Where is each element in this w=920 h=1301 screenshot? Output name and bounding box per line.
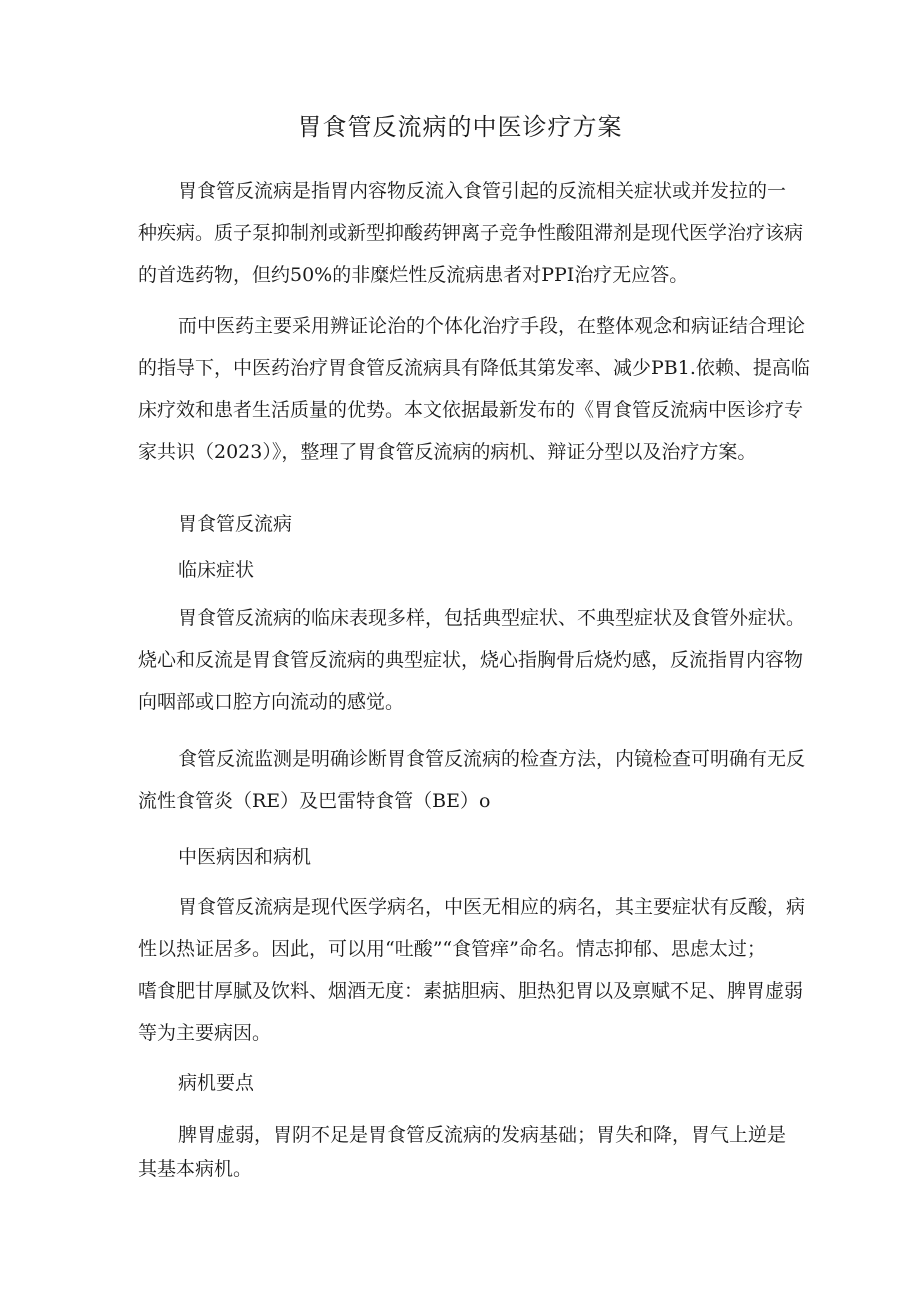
section-heading-etiology <box>138 836 838 878</box>
paragraph-line: 胃食管反流病是现代医学病名，中医无相应的病名，其主要症状有反酸，病 <box>178 896 806 918</box>
paragraph-etiology <box>138 886 838 1054</box>
paragraph-line: 种疾病。质子泵抑制剂或新型抑酸药钾离子竞争性酸阻滞剂是现代医学治疗该病 <box>138 222 804 244</box>
paragraph-line: 烧心和反流是胃食管反流病的典型症状，烧心指胸骨后烧灼感，反流指胃内容物 <box>138 649 804 671</box>
paragraph-line: 性以热证居多。因此，可以用“吐酸”“食管痒”命名。情志抑郁、思虑太过； <box>138 938 766 960</box>
section-heading-symptoms <box>138 549 838 591</box>
paragraph-tcm-approach <box>138 305 838 473</box>
section-heading-pathogenesis <box>138 1062 838 1104</box>
paragraph-line: 向咽部或口腔方向流动的感觉。 <box>138 691 405 713</box>
paragraph-line: 等为主要病因。 <box>138 1022 272 1044</box>
paragraph-line: 流性食管炎（RE）及巴雷特食管（BE）o <box>138 790 491 812</box>
heading-text: 临床症状 <box>178 559 255 581</box>
paragraph-line: 其基本病机。 <box>138 1158 253 1180</box>
heading-text: 病机要点 <box>178 1072 255 1094</box>
paragraph-diagnosis <box>138 738 838 822</box>
paragraph-line: 食管反流监测是明确诊断胃食管反流病的检查方法，内镜检查可明确有无反 <box>178 748 806 770</box>
paragraph-line: 脾胃虚弱，胃阴不足是胃食管反流病的发病基础；胃失和降，胃气上逆是 <box>178 1124 787 1146</box>
paragraph-pathogenesis <box>138 1118 838 1186</box>
paragraph-symptoms <box>138 597 838 723</box>
paragraph-line: 的指导下，中医药治疗胃食管反流病具有降低其第发率、减少PB1.依赖、提高临 <box>138 357 810 379</box>
document-title: 胃食管反流病的中医诊疗方案 <box>297 113 623 141</box>
paragraph-line: 的首选药物，但约50%的非糜烂性反流病患者对PPI治疗无应答。 <box>138 264 689 286</box>
paragraph-line: 嗜食肥甘厚腻及饮料、烟酒无度：素掂胆病、胆热犯胃以及禀赋不足、脾胃虚弱 <box>138 980 804 1002</box>
paragraph-intro <box>138 170 838 296</box>
section-heading-gerd <box>138 503 838 545</box>
paragraph-line: 而中医药主要采用辨证论治的个体化治疗手段，在整体观念和病证结合理论 <box>178 315 806 337</box>
paragraph-line: 胃食管反流病的临床表现多样，包括典型症状、不典型症状及食管外症状。 <box>178 607 806 629</box>
paragraph-line: 家共识（2023）》，整理了胃食管反流病的病机、辩证分型以及治疗方案。 <box>138 441 757 463</box>
paragraph-line: 胃食管反流病是指胃内容物反流入食管引起的反流相关症状或并发拉的一 <box>178 180 787 202</box>
heading-text: 中医病因和病机 <box>178 846 312 868</box>
paragraph-line: 床疗效和患者生活质量的优势。本文依据最新发布的《胃食管反流病中医诊疗专 <box>138 399 804 421</box>
heading-text: 胃食管反流病 <box>178 513 293 535</box>
